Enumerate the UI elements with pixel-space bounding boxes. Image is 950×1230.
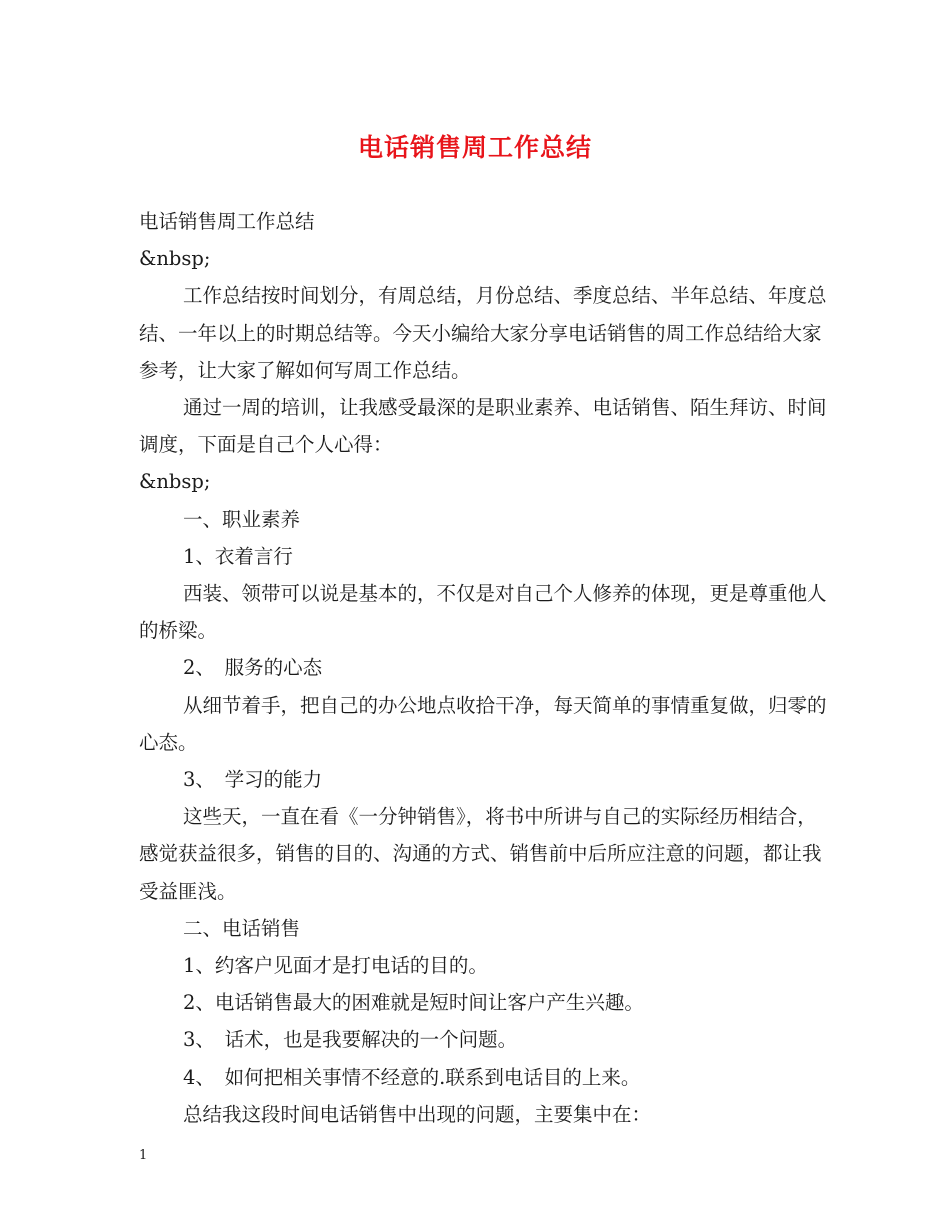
body-paragraph: 电话销售周工作总结 [139,210,315,233]
body-paragraph: 总结我这段时间电话销售中出现的问题，主要集中在： [183,1102,652,1126]
body-paragraph: 1、约客户见面才是打电话的目的。 [183,954,488,978]
page-number: 1 [139,1148,148,1163]
body-paragraph: 2、电话销售最大的困难就是短时间让客户产生兴趣。 [183,991,644,1015]
body-paragraph: 一、职业素养 [183,507,301,531]
document-body [139,203,829,1133]
body-paragraph: 2、 服务的心态 [183,656,323,680]
body-paragraph: 从细节着手，把自己的办公地点收拾干净，每天简单的事情重复做，归零的心态。 [139,693,827,754]
body-paragraph: 工作总结按时间划分，有周总结，月份总结、季度总结、半年总结、年度总结、一年以上的时期总结等。今天小编给大家分享电话销售的周工作总结给大家参考，让大家了解如何写周工作总结。 [139,284,827,382]
body-paragraph: &nbsp; [139,470,211,494]
body-paragraph: 二、电话销售 [183,916,301,940]
body-paragraph: 通过一周的培训，让我感受最深的是职业素养、电话销售、陌生拜访、时间调度，下面是自己个人心得： [139,396,827,457]
body-paragraph: 西装、领带可以说是基本的，不仅是对自己个人修养的体现，更是尊重他人的桥梁。 [139,582,827,643]
body-paragraph: 这些天，一直在看《一分钟销售》，将书中所讲与自己的实际经历相结合，感觉获益很多，销售的目的、沟通的方式、销售前中后所应注意的问题，都让我受益匪浅。 [139,805,822,903]
body-paragraph: 1、衣着言行 [183,544,293,568]
body-paragraph: 3、 学习的能力 [183,768,323,792]
body-paragraph: 3、 话术，也是我要解决的一个问题。 [183,1028,518,1052]
body-paragraph: &nbsp; [139,247,211,271]
body-paragraph: 4、 如何把相关事情不经意的.联系到电话目的上来。 [183,1065,641,1089]
document-title: 电话销售周工作总结 [357,133,592,162]
